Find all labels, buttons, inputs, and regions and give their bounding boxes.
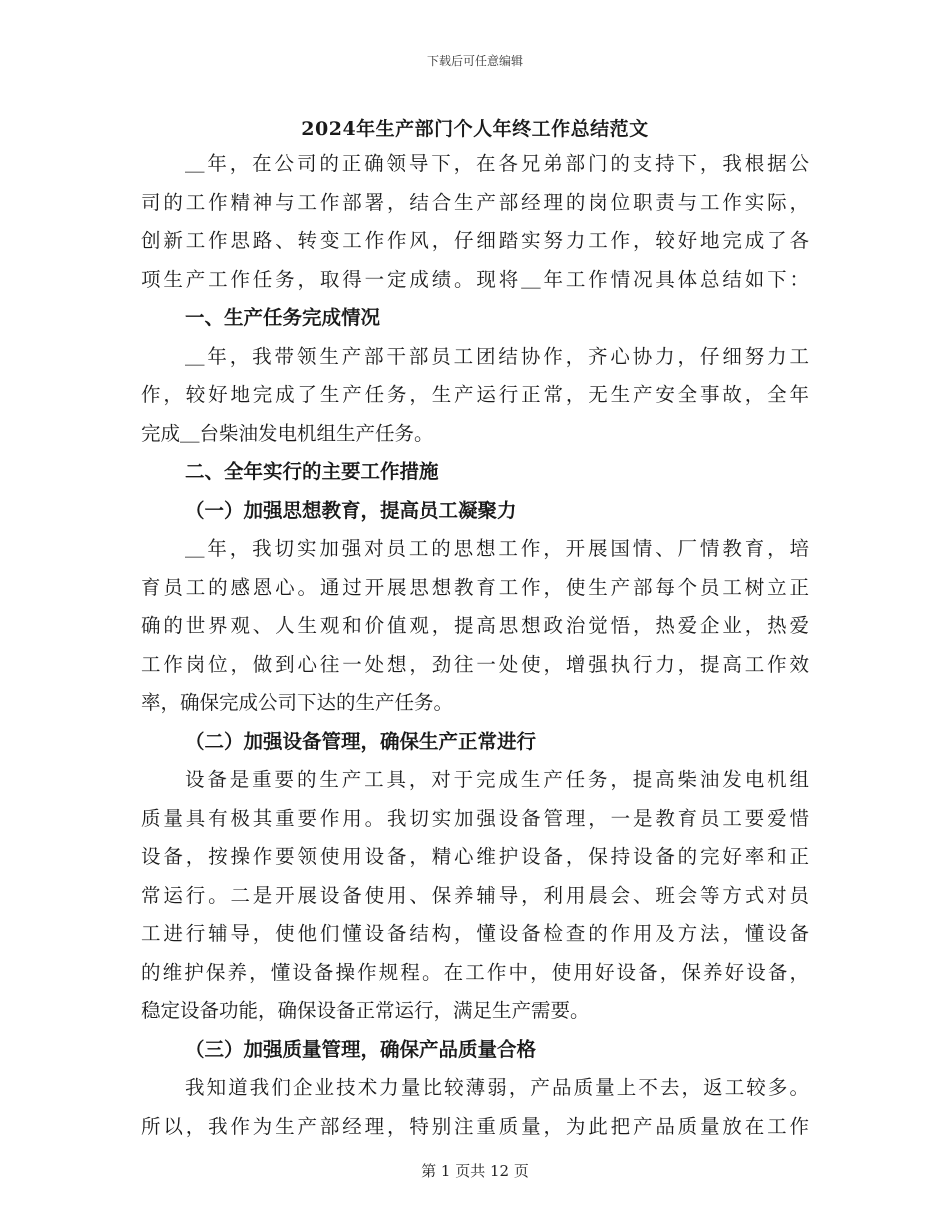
section-heading: 二、全年实行的主要工作措施 (185, 460, 439, 483)
paragraph-line: 常运行。二是开展设备使用、保养辅导，利用晨会、班会等方式对员 (141, 883, 812, 907)
section-heading: （三）加强质量管理，确保产品质量合格 (185, 1037, 537, 1061)
paragraph-line: ＿年，我切实加强对员工的思想工作，开展国情、厂情教育，培 (185, 537, 812, 560)
paragraph-line: 育员工的感恩心。通过开展思想教育工作，使生产部每个员工树立正 (141, 575, 812, 599)
section-heading: （一）加强思想教育，提高员工凝聚力 (185, 498, 517, 522)
paragraph-line: 的维护保养，懂设备操作规程。在工作中，使用好设备，保养好设备， (141, 960, 812, 984)
paragraph-line: 项生产工作任务，取得一定成绩。现将＿年工作情况具体总结如下： (141, 267, 812, 291)
paragraph-line: ＿年，在公司的正确领导下，在各兄弟部门的支持下，我根据公 (185, 152, 812, 175)
document-title: 2024年生产部门个人年终工作总结范文 (301, 118, 649, 140)
paragraph-line: 司的工作精神与工作部署，结合生产部经理的岗位职责与工作实际， (141, 190, 812, 214)
section-heading: 一、生产任务完成情况 (185, 306, 381, 329)
paragraph-line: 稳定设备功能，确保设备正常运行，满足生产需要。 (141, 999, 590, 1022)
paragraph-line: 创新工作思路、转变工作作风，仔细踏实努力工作，较好地完成了各 (141, 229, 812, 252)
paragraph-line: 所以，我作为生产部经理，特别注重质量，为此把产品质量放在工作 (141, 1114, 812, 1138)
paragraph-line: 工作岗位，做到心往一处想，劲往一处使，增强执行力，提高工作效 (141, 652, 812, 676)
paragraph-line: 完成＿台柴油发电机组生产任务。 (141, 421, 434, 445)
paragraph-line: 工进行辅导，使他们懂设备结构，懂设备检查的作用及方法，懂设备 (141, 922, 812, 945)
document-body (141, 145, 812, 1146)
paragraph-line: 确的世界观、人生观和价值观，提高思想政治觉悟，热爱企业，热爱 (141, 614, 812, 637)
paragraph-line: 设备，按操作要领使用设备，精心维护设备，保持设备的完好率和正 (141, 845, 812, 868)
page-number: 第 1 页共 12 页 (421, 1162, 529, 1180)
section-heading: （二）加强设备管理，确保生产正常进行 (185, 729, 537, 753)
paragraph-line: ＿年，我带领生产部干部员工团结协作，齐心协力，仔细努力工 (185, 344, 812, 368)
paragraph-line: 我知道我们企业技术力量比较薄弱，产品质量上不去，返工较多。 (185, 1076, 812, 1099)
paragraph-line: 设备是重要的生产工具，对于完成生产任务，提高柴油发电机组 (185, 768, 812, 791)
paragraph-line: 作，较好地完成了生产任务，生产运行正常，无生产安全事故，全年 (141, 383, 812, 406)
page-header-note: 下载后可任意编辑 (426, 54, 523, 68)
paragraph-line: 质量具有极其重要作用。我切实加强设备管理，一是教育员工要爱惜 (141, 806, 812, 830)
paragraph-line: 率，确保完成公司下达的生产任务。 (141, 691, 454, 714)
